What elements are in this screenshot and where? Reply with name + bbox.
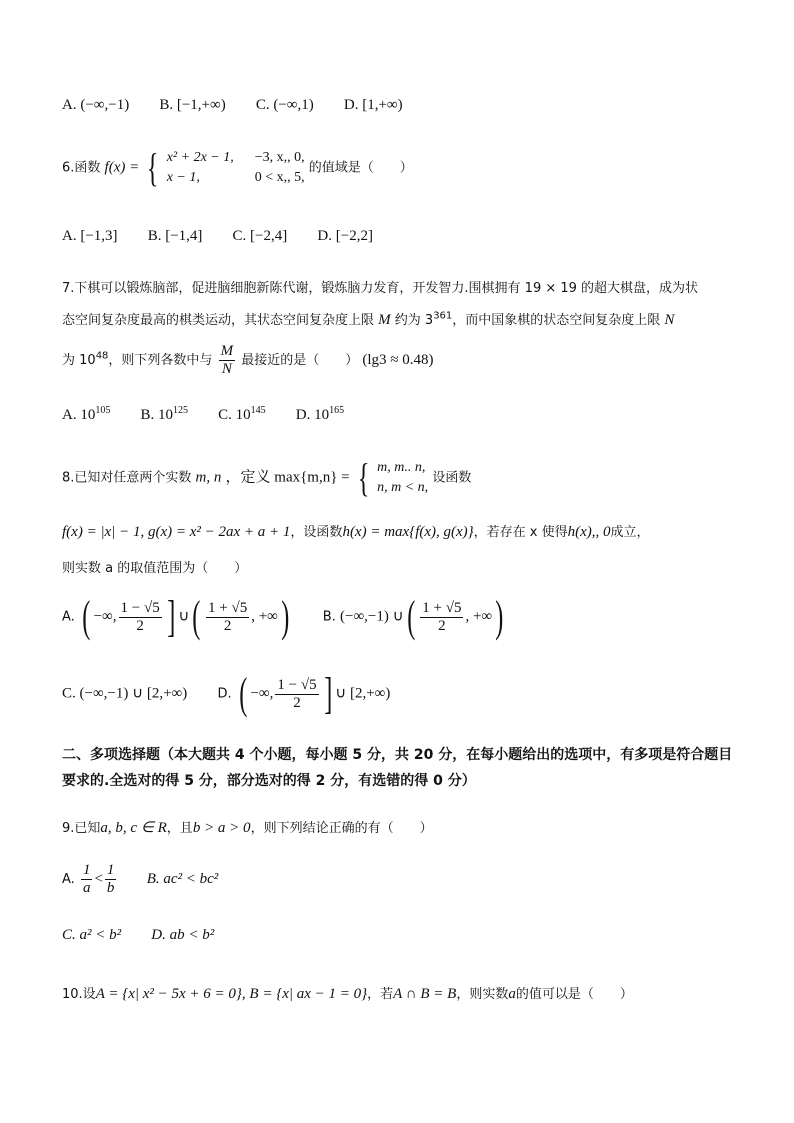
q8-optA-frac2: $\frac{1 + √5}{2}$ [208,599,248,634]
q7-exp-361: 361 [433,310,453,322]
q8-line2d: ，若存在 x 使得 [473,525,568,540]
q10-stem-b: ，若 [367,987,394,1002]
q10-var: a [508,986,516,1002]
q8-optA-1: −∞, [93,608,117,625]
q7-exp-48: 48 [95,350,109,362]
q7-frac-den: N [221,361,232,377]
q5-options [62,97,429,114]
q8-optA-cup: ∪ [178,608,190,625]
q10-cond: A ∩ B = B [393,986,457,1002]
q7-line1: 7.下棋可以锻炼脑部，促进脑细胞新陈代谢，锻炼脑力发育，开发智力.围棋拥有 19 × 19 的超大棋盘，成为状 [62,281,699,296]
q9-options-ab [62,862,218,897]
q8-optC: C. (−∞,−1) ∪ [2,+∞) [62,685,188,702]
q7-line3c: 最接近的是（ ） [241,353,359,368]
q9-vars: a, b, c ∈ R [100,820,167,836]
section2-title: 二、多项选择题（本大题共 4 个小题，每小题 5 分，共 20 分，在每小题给出的选项中，有多项是符合题目要求的.全选对的得 5 分，部分选对的得 2 分，有选错的得 0 分） [62,747,733,789]
q6-option-a: A. [−1,3] [62,228,118,244]
q9-optC: C. a² < b² [62,927,122,943]
q9-cond: b > a > 0 [192,820,251,836]
q8-optB-frac: $\frac{1 + √5}{2}$ [422,599,462,634]
q7-hint: (lg3 ≈ 0.48) [362,352,434,368]
q8-optA-rparen: ) [281,592,290,641]
q7-line2a: 态空间复杂度最高的棋类运动，其状态空间复杂度上限 [62,313,379,328]
q6-case2-expr: x − 1, [166,170,200,185]
q9-optD: D. ab < b² [151,927,215,943]
q8-optB-lparen: ( [406,592,415,641]
q6-brace: { [147,145,159,190]
q8-mn: m, n [195,469,222,486]
q9-stem [62,817,433,837]
q9-optA-label: A. [62,872,75,887]
q6-options [62,228,399,245]
q9-optA-frac2: $\frac{1}{b}$ [106,862,115,896]
q7-line2 [62,309,674,329]
q8-h-cond: h(x),, 0 [567,524,611,540]
q8-line1c: 设函数 [432,470,472,486]
q8-brace: { [357,455,370,500]
q7-var-n: N [664,312,675,328]
q8-optD-lparen: ( [239,669,248,718]
q8-case2: n, m < n, [377,480,429,495]
q6-prefix: 6.函数 [62,160,101,176]
q7-option-d: D. $10^{165}$ [295,405,345,423]
q8-optA-lparen: ( [82,592,91,641]
q6-option-b: B. [−1,4] [147,228,203,244]
q8-optB-1: (−∞,−1) ∪ [340,608,404,625]
q6-option-d: D. [−2,2] [317,228,373,244]
q10-sets: A = {x| x² − 5x + 6 = 0}, B = {x| ax − 1 = 0} [95,986,368,1002]
q6-suffix: 的值域是（ ） [308,160,413,176]
q8-line1b: ，定义 max{m,n} = [225,469,350,486]
q6-case1-expr: x² + 2x − 1, [166,150,234,165]
q10-stem [62,983,633,1003]
q8-options-cd [62,669,391,718]
q8-optB-rparen: ) [495,592,504,641]
q7-frac-num: M [220,343,234,359]
q6-fx: f(x) = [104,159,140,176]
q8-optD-rbracket: ] [323,669,332,718]
q7-line2b: 约为 3 [390,313,434,328]
q8-line2 [62,521,650,541]
q8-optB-label: B. [322,609,336,625]
q7-line2c: ，而中国象棋的状态空间复杂度上限 [452,313,665,328]
q5-option-a: A. (−∞,−1) [62,97,130,113]
q10-stem-d: 的值可以是（ ） [515,987,633,1002]
q9-optA-lt: < [94,871,103,887]
q8-line3: 则实数 a 的取值范围为（ ） [62,561,248,576]
q8-line2b: ，设函数 [290,525,343,540]
q8-optD-frac: $\frac{1 - √5}{2}$ [277,676,317,711]
q8-optD-1: −∞, [250,685,274,702]
q7-options [62,405,370,424]
q7-fraction [219,343,236,378]
q9-stem-c: ，则下列结论正确的有（ ） [250,821,433,836]
q5-option-d: D. [1,+∞) [343,97,403,113]
q8-cases [377,458,428,498]
q8-line1a: 8.已知对任意两个实数 [62,470,192,486]
q6-option-c: C. [−2,4] [232,228,288,244]
q10-stem-c: ，则实数 [456,987,509,1002]
q7-option-b: B. $10^{125}$ [140,405,188,423]
q8-optA-label: A. [62,609,75,625]
q9-stem-a: 9.已知 [62,821,101,836]
q9-stem-b: ，且 [166,821,193,836]
q9-optB: B. ac² < bc² [146,871,219,887]
q6-case2-cond: 0 < x,, 5, [254,170,305,185]
q6-cases [167,148,305,188]
q6-stem [62,145,413,190]
q8-optA-lparen2: ( [192,592,201,641]
q8-optB-2: , +∞ [465,608,493,625]
q9-options-cd [62,927,240,944]
q7-line3b: ，则下列各数中与 [108,353,213,368]
q7-option-a: A. $10^{105}$ [62,405,111,423]
q5-option-b: B. [−1,+∞) [159,97,226,113]
q8-optD-2: ∪ [2,+∞) [335,685,391,702]
q6-case1-cond: −3, x,, 0, [254,150,305,165]
q9-optA-frac1: $\frac{1}{a}$ [82,862,91,896]
q7-option-c: C. $10^{145}$ [218,405,266,423]
q10-stem-a: 10.设 [62,987,96,1002]
q8-line1 [62,455,472,500]
q8-h-def: h(x) = max{f(x), g(x)} [342,524,474,540]
q8-optA-frac1: $\frac{1 - √5}{2}$ [120,599,160,634]
q8-fg-def: f(x) = |x| − 1, g(x) = x² − 2ax + a + 1 [62,524,291,540]
q8-optA-rbracket: ] [167,592,176,641]
q5-option-c: C. (−∞,1) [255,97,314,113]
q8-options-ab [62,592,507,641]
q8-optA-2: , +∞ [251,608,278,625]
q7-var-m: M [378,312,391,328]
q7-line3 [62,343,434,378]
q8-line2f: 成立， [610,525,650,540]
q8-case1: m, m.. n, [377,460,426,475]
q7-line3a: 为 10 [62,353,96,368]
q8-optD-label: D. [217,686,232,702]
